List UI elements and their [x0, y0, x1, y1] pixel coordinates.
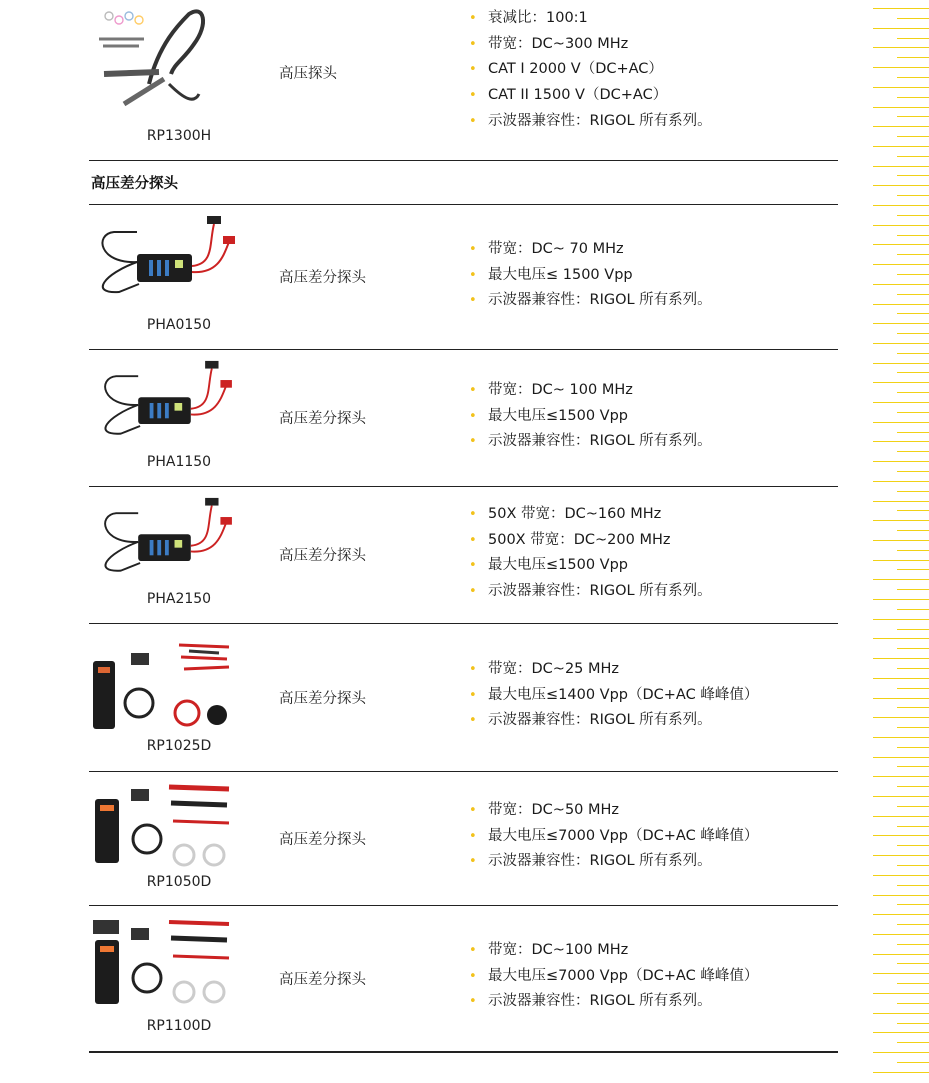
ruler-tick	[897, 550, 929, 551]
spec-item: • 带宽：DC~ 100 MHz	[467, 378, 712, 404]
ruler-tick	[873, 382, 929, 383]
ruler-tick	[897, 116, 929, 117]
spec-item: • 50X 带宽：DC~160 MHz	[467, 502, 712, 528]
ruler-tick	[873, 323, 929, 324]
ruler-tick	[897, 609, 929, 610]
spec-item: • 最大电压≤7000 Vpp（DC+AC 峰峰值）	[467, 964, 758, 990]
ruler-tick	[873, 816, 929, 817]
ruler-tick	[897, 491, 929, 492]
ruler-tick	[873, 225, 929, 226]
product-model: RP1100D	[146, 1018, 212, 1034]
ruler-tick	[897, 668, 929, 669]
ruler-tick	[897, 569, 929, 570]
ruler-tick	[897, 510, 929, 511]
ruler-tick	[873, 579, 929, 580]
spec-item: • 最大电压≤ 1500 Vpp	[467, 263, 712, 289]
table-rule	[89, 1051, 838, 1053]
ruler-tick	[873, 1013, 929, 1014]
ruler-tick	[897, 333, 929, 334]
ruler-tick	[897, 826, 929, 827]
ruler-tick	[897, 57, 929, 58]
probe-kit-photo	[89, 633, 239, 738]
ruler-tick	[897, 215, 929, 216]
ruler-tick	[873, 343, 929, 344]
ruler-tick	[897, 38, 929, 39]
spec-list	[467, 657, 758, 734]
product-model: RP1300H	[146, 128, 212, 144]
product-model: RP1050D	[146, 874, 212, 890]
ruler-tick	[897, 707, 929, 708]
ruler-tick	[897, 136, 929, 137]
ruler-tick	[873, 126, 929, 127]
probe-kit-photo	[89, 779, 239, 871]
section-title: 高压差分探头	[91, 176, 178, 192]
spec-list	[467, 502, 712, 605]
differential-probe-photo	[89, 214, 239, 306]
ruler-tick	[873, 264, 929, 265]
ruler-tick	[873, 855, 929, 856]
ruler-tick	[897, 274, 929, 275]
table-row	[89, 623, 838, 771]
ruler-tick	[873, 501, 929, 502]
ruler-tick	[897, 629, 929, 630]
table-rule	[89, 160, 838, 161]
ruler-tick	[897, 865, 929, 866]
ruler-tick	[897, 1003, 929, 1004]
ruler-tick	[897, 254, 929, 255]
product-type: 高压差分探头	[279, 691, 366, 707]
ruler-tick	[897, 97, 929, 98]
ruler-tick	[873, 1032, 929, 1033]
product-type: 高压差分探头	[279, 270, 366, 286]
ruler-tick	[897, 1062, 929, 1063]
ruler-tick	[897, 648, 929, 649]
ruler-tick	[873, 363, 929, 364]
ruler-tick	[873, 717, 929, 718]
product-type: 高压差分探头	[279, 411, 366, 427]
ruler-tick	[873, 1052, 929, 1053]
ruler-tick	[897, 1042, 929, 1043]
ruler-tick	[873, 1072, 929, 1073]
ruler-tick	[873, 28, 929, 29]
spec-item: • 最大电压≤1400 Vpp（DC+AC 峰峰值）	[467, 683, 758, 709]
ruler-tick	[873, 599, 929, 600]
spec-item: • 示波器兼容性：RIGOL 所有系列。	[467, 109, 712, 135]
ruler-tick	[897, 392, 929, 393]
ruler-tick	[897, 983, 929, 984]
ruler-tick	[897, 372, 929, 373]
ruler-tick	[873, 678, 929, 679]
ruler-tick	[897, 766, 929, 767]
spec-item: • 示波器兼容性：RIGOL 所有系列。	[467, 429, 712, 455]
ruler-tick	[897, 589, 929, 590]
ruler-tick	[897, 688, 929, 689]
ruler-tick	[897, 18, 929, 19]
ruler-tick	[873, 737, 929, 738]
product-model: RP1025D	[146, 738, 212, 754]
ruler-tick	[873, 284, 929, 285]
ruler-tick	[873, 244, 929, 245]
spec-item: • 衰减比：100:1	[467, 6, 712, 32]
ruler-tick	[873, 560, 929, 561]
ruler-tick	[897, 353, 929, 354]
ruler-tick	[897, 195, 929, 196]
ruler-tick	[873, 422, 929, 423]
ruler-tick	[873, 481, 929, 482]
ruler-tick	[873, 619, 929, 620]
ruler-tick	[897, 313, 929, 314]
ruler-tick	[873, 520, 929, 521]
table-row	[89, 486, 838, 623]
ruler-tick	[897, 156, 929, 157]
spec-item: • 示波器兼容性：RIGOL 所有系列。	[467, 849, 758, 875]
probe-kit-photo	[89, 913, 239, 1011]
ruler-tick	[873, 757, 929, 758]
ruler-tick	[873, 67, 929, 68]
ruler-tick	[897, 786, 929, 787]
ruler-tick	[873, 87, 929, 88]
ruler-tick	[897, 806, 929, 807]
ruler-tick	[873, 875, 929, 876]
ruler-tick	[897, 885, 929, 886]
spec-list	[467, 938, 758, 1015]
spec-item: • 最大电压≤1500 Vpp	[467, 553, 712, 579]
spec-item: • 带宽：DC~ 70 MHz	[467, 237, 712, 263]
ruler-tick	[897, 747, 929, 748]
product-model: PHA0150	[146, 317, 212, 333]
ruler-tick	[897, 530, 929, 531]
ruler-tick	[873, 914, 929, 915]
spec-list	[467, 237, 712, 314]
differential-probe-photo	[89, 359, 239, 447]
spec-list	[467, 378, 712, 455]
spec-item: • 500X 带宽：DC~200 MHz	[467, 528, 712, 554]
ruler-tick	[873, 8, 929, 9]
product-model: PHA2150	[146, 591, 212, 607]
ruler-tick	[873, 993, 929, 994]
spec-item: • 最大电压≤1500 Vpp	[467, 404, 712, 430]
ruler-tick	[873, 638, 929, 639]
ruler-tick	[897, 845, 929, 846]
ruler-tick	[873, 107, 929, 108]
ruler-tick	[873, 185, 929, 186]
spec-item: • 示波器兼容性：RIGOL 所有系列。	[467, 708, 758, 734]
ruler-tick	[897, 294, 929, 295]
spec-item: • 示波器兼容性：RIGOL 所有系列。	[467, 288, 712, 314]
spec-item: • 带宽：DC~100 MHz	[467, 938, 758, 964]
spec-item: • 示波器兼容性：RIGOL 所有系列。	[467, 989, 758, 1015]
ruler-tick	[897, 944, 929, 945]
ruler-tick	[873, 698, 929, 699]
ruler-tick	[897, 727, 929, 728]
spec-item: • 最大电压≤7000 Vpp（DC+AC 峰峰值）	[467, 824, 758, 850]
ruler-tick	[897, 175, 929, 176]
table-row	[89, 905, 838, 1051]
ruler-tick	[897, 924, 929, 925]
table-row	[89, 204, 838, 349]
product-type: 高压探头	[279, 66, 337, 82]
ruler-tick	[873, 146, 929, 147]
ruler-tick	[873, 441, 929, 442]
ruler-tick	[873, 205, 929, 206]
product-type: 高压差分探头	[279, 972, 366, 988]
spec-item: • 带宽：DC~25 MHz	[467, 657, 758, 683]
ruler-tick	[873, 776, 929, 777]
ruler-tick	[873, 658, 929, 659]
spec-item: • 带宽：DC~300 MHz	[467, 32, 712, 58]
ruler-tick	[897, 1023, 929, 1024]
decorative-ruler	[870, 0, 929, 1083]
ruler-tick	[873, 166, 929, 167]
ruler-tick	[897, 471, 929, 472]
ruler-tick	[873, 402, 929, 403]
table-row	[89, 771, 838, 905]
spec-list	[467, 6, 712, 135]
product-model: PHA1150	[146, 454, 212, 470]
ruler-tick	[873, 796, 929, 797]
table-row	[89, 349, 838, 486]
ruler-tick	[897, 412, 929, 413]
passive-probe-photo	[89, 4, 239, 112]
ruler-tick	[873, 934, 929, 935]
ruler-tick	[873, 835, 929, 836]
product-type: 高压差分探头	[279, 832, 366, 848]
spec-item: • CAT II 1500 V（DC+AC）	[467, 83, 712, 109]
ruler-tick	[873, 973, 929, 974]
ruler-tick	[897, 451, 929, 452]
ruler-tick	[873, 461, 929, 462]
ruler-tick	[873, 540, 929, 541]
spec-list	[467, 798, 758, 875]
ruler-tick	[873, 954, 929, 955]
ruler-tick	[873, 304, 929, 305]
ruler-tick	[873, 895, 929, 896]
product-type: 高压差分探头	[279, 548, 366, 564]
differential-probe-photo	[89, 496, 239, 584]
ruler-tick	[897, 904, 929, 905]
ruler-tick	[897, 963, 929, 964]
ruler-tick	[897, 432, 929, 433]
ruler-tick	[897, 235, 929, 236]
table-row	[89, 0, 838, 160]
ruler-tick	[897, 77, 929, 78]
spec-item: • 示波器兼容性：RIGOL 所有系列。	[467, 579, 712, 605]
spec-item: • 带宽：DC~50 MHz	[467, 798, 758, 824]
ruler-tick	[873, 47, 929, 48]
spec-item: • CAT I 2000 V（DC+AC）	[467, 57, 712, 83]
